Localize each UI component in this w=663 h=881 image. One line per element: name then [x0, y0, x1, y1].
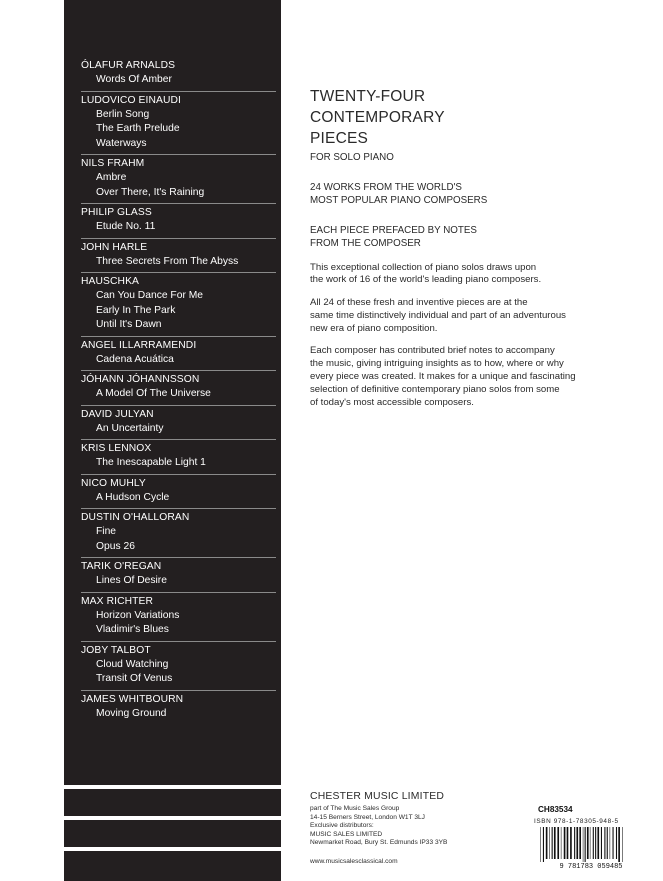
composer-entry	[81, 592, 276, 638]
barcode-bar	[567, 827, 569, 859]
piece-title: Over There, It's Raining	[96, 186, 205, 198]
barcode-bar	[543, 827, 544, 862]
title-line: PIECES	[310, 130, 369, 147]
barcode-bar	[601, 827, 602, 859]
composer-entry	[81, 272, 276, 333]
publisher-block	[310, 790, 530, 848]
barcode	[534, 826, 648, 870]
website-link[interactable]: www.musicsalesclassical.com	[310, 858, 398, 865]
paragraph-line: same time distinctively individual and part of an adventurous	[310, 309, 566, 321]
composer-name: NICO MUHLY	[81, 477, 146, 489]
composer-entry	[81, 439, 276, 471]
composer-name: KRIS LENNOX	[81, 443, 152, 454]
composer-name: JÓHANN JÓHANNSSON	[81, 374, 200, 385]
composer-entry	[81, 557, 276, 589]
barcode-bar	[610, 827, 611, 859]
composer-name: MAX RICHTER	[81, 595, 154, 607]
piece-title: Can You Dance For Me	[96, 290, 204, 301]
barcode-bar	[593, 827, 594, 859]
composer-name: ANGEL ILLARRAMENDI	[81, 339, 197, 351]
composer-entry	[81, 370, 276, 402]
piece-title: An Uncertainty	[96, 422, 164, 434]
barcode-bar	[607, 827, 608, 859]
piece-title: Horizon Variations	[96, 609, 180, 621]
notes-line-text: EACH PIECE PREFACED BY NOTES	[310, 224, 477, 236]
composer-name: JAMES WHITBOURN	[81, 693, 184, 705]
address-line: Newmarket Road, Bury St. Edmunds IP33 3YB	[310, 839, 448, 847]
piece-title: Opus 26	[96, 540, 135, 552]
barcode-bar	[552, 827, 553, 859]
paragraph-line: of today's most accessible composers.	[310, 396, 474, 408]
barcode-digits: 9 781783 059485	[559, 863, 623, 870]
tagline-line: 24 WORKS FROM THE WORLD'S	[310, 181, 462, 193]
composer-entry	[81, 690, 276, 722]
address-line: Exclusive distributors:	[310, 822, 374, 830]
barcode-bar	[576, 827, 578, 859]
composer-name: JOBY TALBOT	[81, 644, 151, 656]
paragraph-line: every piece was created. It makes for a unique and fascinating	[310, 371, 576, 383]
publisher-name: CHESTER MUSIC LIMITED	[310, 791, 445, 802]
tagline	[310, 181, 610, 208]
piece-title: Until It's Dawn	[96, 319, 162, 330]
title-line: TWENTY-FOUR	[310, 88, 426, 105]
main-content	[310, 86, 610, 409]
address-line: 14-15 Berners Street, London W1T 3LJ	[310, 813, 425, 821]
piece-title: Vladimir's Blues	[96, 624, 169, 635]
barcode-bar	[561, 827, 562, 859]
piece-title: A Model Of The Universe	[96, 388, 211, 399]
barcode-bar	[613, 827, 614, 859]
footer-band-1	[64, 789, 281, 816]
composer-name: ÓLAFUR ARNALDS	[81, 60, 176, 71]
piece-title: The Inescapable Light 1	[96, 457, 206, 468]
composer-entry	[81, 641, 276, 687]
composer-name: DUSTIN O'HALLORAN	[81, 512, 190, 523]
notes-line	[310, 224, 610, 251]
barcode-bar	[574, 827, 575, 859]
piece-title: Cloud Watching	[96, 658, 169, 670]
paragraph-line: All 24 of these fresh and inventive pieces are at the	[310, 297, 528, 309]
composer-name: DAVID JULYAN	[81, 408, 154, 420]
piece-title: A Hudson Cycle	[96, 491, 170, 503]
composer-entry	[81, 91, 276, 152]
address-line: part of The Music Sales Group	[310, 805, 400, 812]
barcode-bar	[564, 827, 566, 859]
barcode-bar	[618, 827, 620, 862]
barcode-bar	[616, 827, 617, 859]
composer-entry	[81, 508, 276, 554]
barcode-bar	[579, 827, 581, 859]
notes-line-text: FROM THE COMPOSER	[310, 238, 421, 249]
composer-entry	[81, 238, 276, 270]
piece-title: Three Secrets From The Abyss	[96, 255, 239, 267]
composer-entry	[81, 154, 276, 200]
barcode-bar	[587, 827, 589, 859]
composer-name: PHILIP GLASS	[81, 207, 152, 218]
piece-title: The Earth Prelude	[96, 123, 180, 134]
barcode-bar	[546, 827, 548, 859]
composer-name: NILS FRAHM	[81, 158, 145, 169]
composer-entry	[81, 203, 276, 235]
title-line: CONTEMPORARY	[310, 109, 445, 126]
composer-entry	[81, 336, 276, 368]
barcode-bar	[595, 827, 596, 859]
composer-list	[81, 57, 276, 724]
paragraph-line: the work of 16 of the world's leading piano composers.	[310, 274, 542, 286]
composer-entry	[81, 474, 276, 506]
piece-title: Moving Ground	[96, 707, 167, 719]
piece-title: Lines Of Desire	[96, 575, 167, 586]
paragraph-line: This exceptional collection of piano solos draws upon	[310, 261, 537, 273]
barcode-bar	[570, 827, 572, 859]
barcode-bar	[554, 827, 556, 859]
barcode-bar	[585, 827, 586, 862]
book-subtitle: FOR SOLO PIANO	[310, 152, 394, 163]
piece-title: Etude No. 11	[96, 221, 156, 232]
piece-title: Fine	[96, 526, 117, 537]
piece-title: Early In The Park	[96, 304, 176, 316]
barcode-bar	[604, 827, 605, 859]
piece-title: Cadena Acuática	[96, 353, 174, 365]
isbn-text: ISBN 978-1-78305-948-5	[534, 818, 619, 825]
paragraph-line: Each composer has contributed brief notes to accompany	[310, 345, 555, 357]
description-paragraph-3	[310, 345, 610, 409]
footer-band-2	[64, 820, 281, 847]
description-paragraph-1	[310, 262, 610, 288]
piece-title: Berlin Song	[96, 108, 150, 120]
piece-title: Waterways	[96, 137, 147, 149]
barcode-bar	[540, 827, 541, 862]
piece-title: Ambre	[96, 172, 127, 183]
book-title	[310, 86, 610, 149]
composer-name: HAUSCHKA	[81, 276, 140, 287]
footer-band-3	[64, 851, 281, 881]
address-line: MUSIC SALES LIMITED	[310, 830, 383, 838]
composer-entry	[81, 405, 276, 437]
paragraph-line: the music, giving intriguing insights as to how, where or why	[310, 358, 564, 370]
piece-title: Words Of Amber	[96, 74, 172, 85]
paragraph-line: selection of definitive contemporary piano solos from some	[310, 383, 560, 395]
composer-name: LUDOVICO EINAUDI	[81, 94, 182, 106]
barcode-bar	[597, 827, 599, 859]
composer-name: JOHN HARLE	[81, 241, 148, 253]
composer-entry	[81, 57, 276, 88]
tagline-line: MOST POPULAR PIANO COMPOSERS	[310, 195, 488, 206]
barcode-bar	[549, 827, 550, 859]
composer-name: TARIK O'REGAN	[81, 561, 162, 572]
description-paragraph-2	[310, 297, 610, 335]
barcode-bar	[622, 827, 623, 862]
paragraph-line: new era of piano composition.	[310, 322, 438, 334]
publisher-address	[310, 805, 530, 848]
catalogue-number: CH83534	[538, 805, 573, 814]
barcode-bar	[583, 827, 584, 862]
barcode-bar	[590, 827, 591, 859]
barcode-bar	[557, 827, 559, 859]
piece-title: Transit Of Venus	[96, 673, 173, 684]
